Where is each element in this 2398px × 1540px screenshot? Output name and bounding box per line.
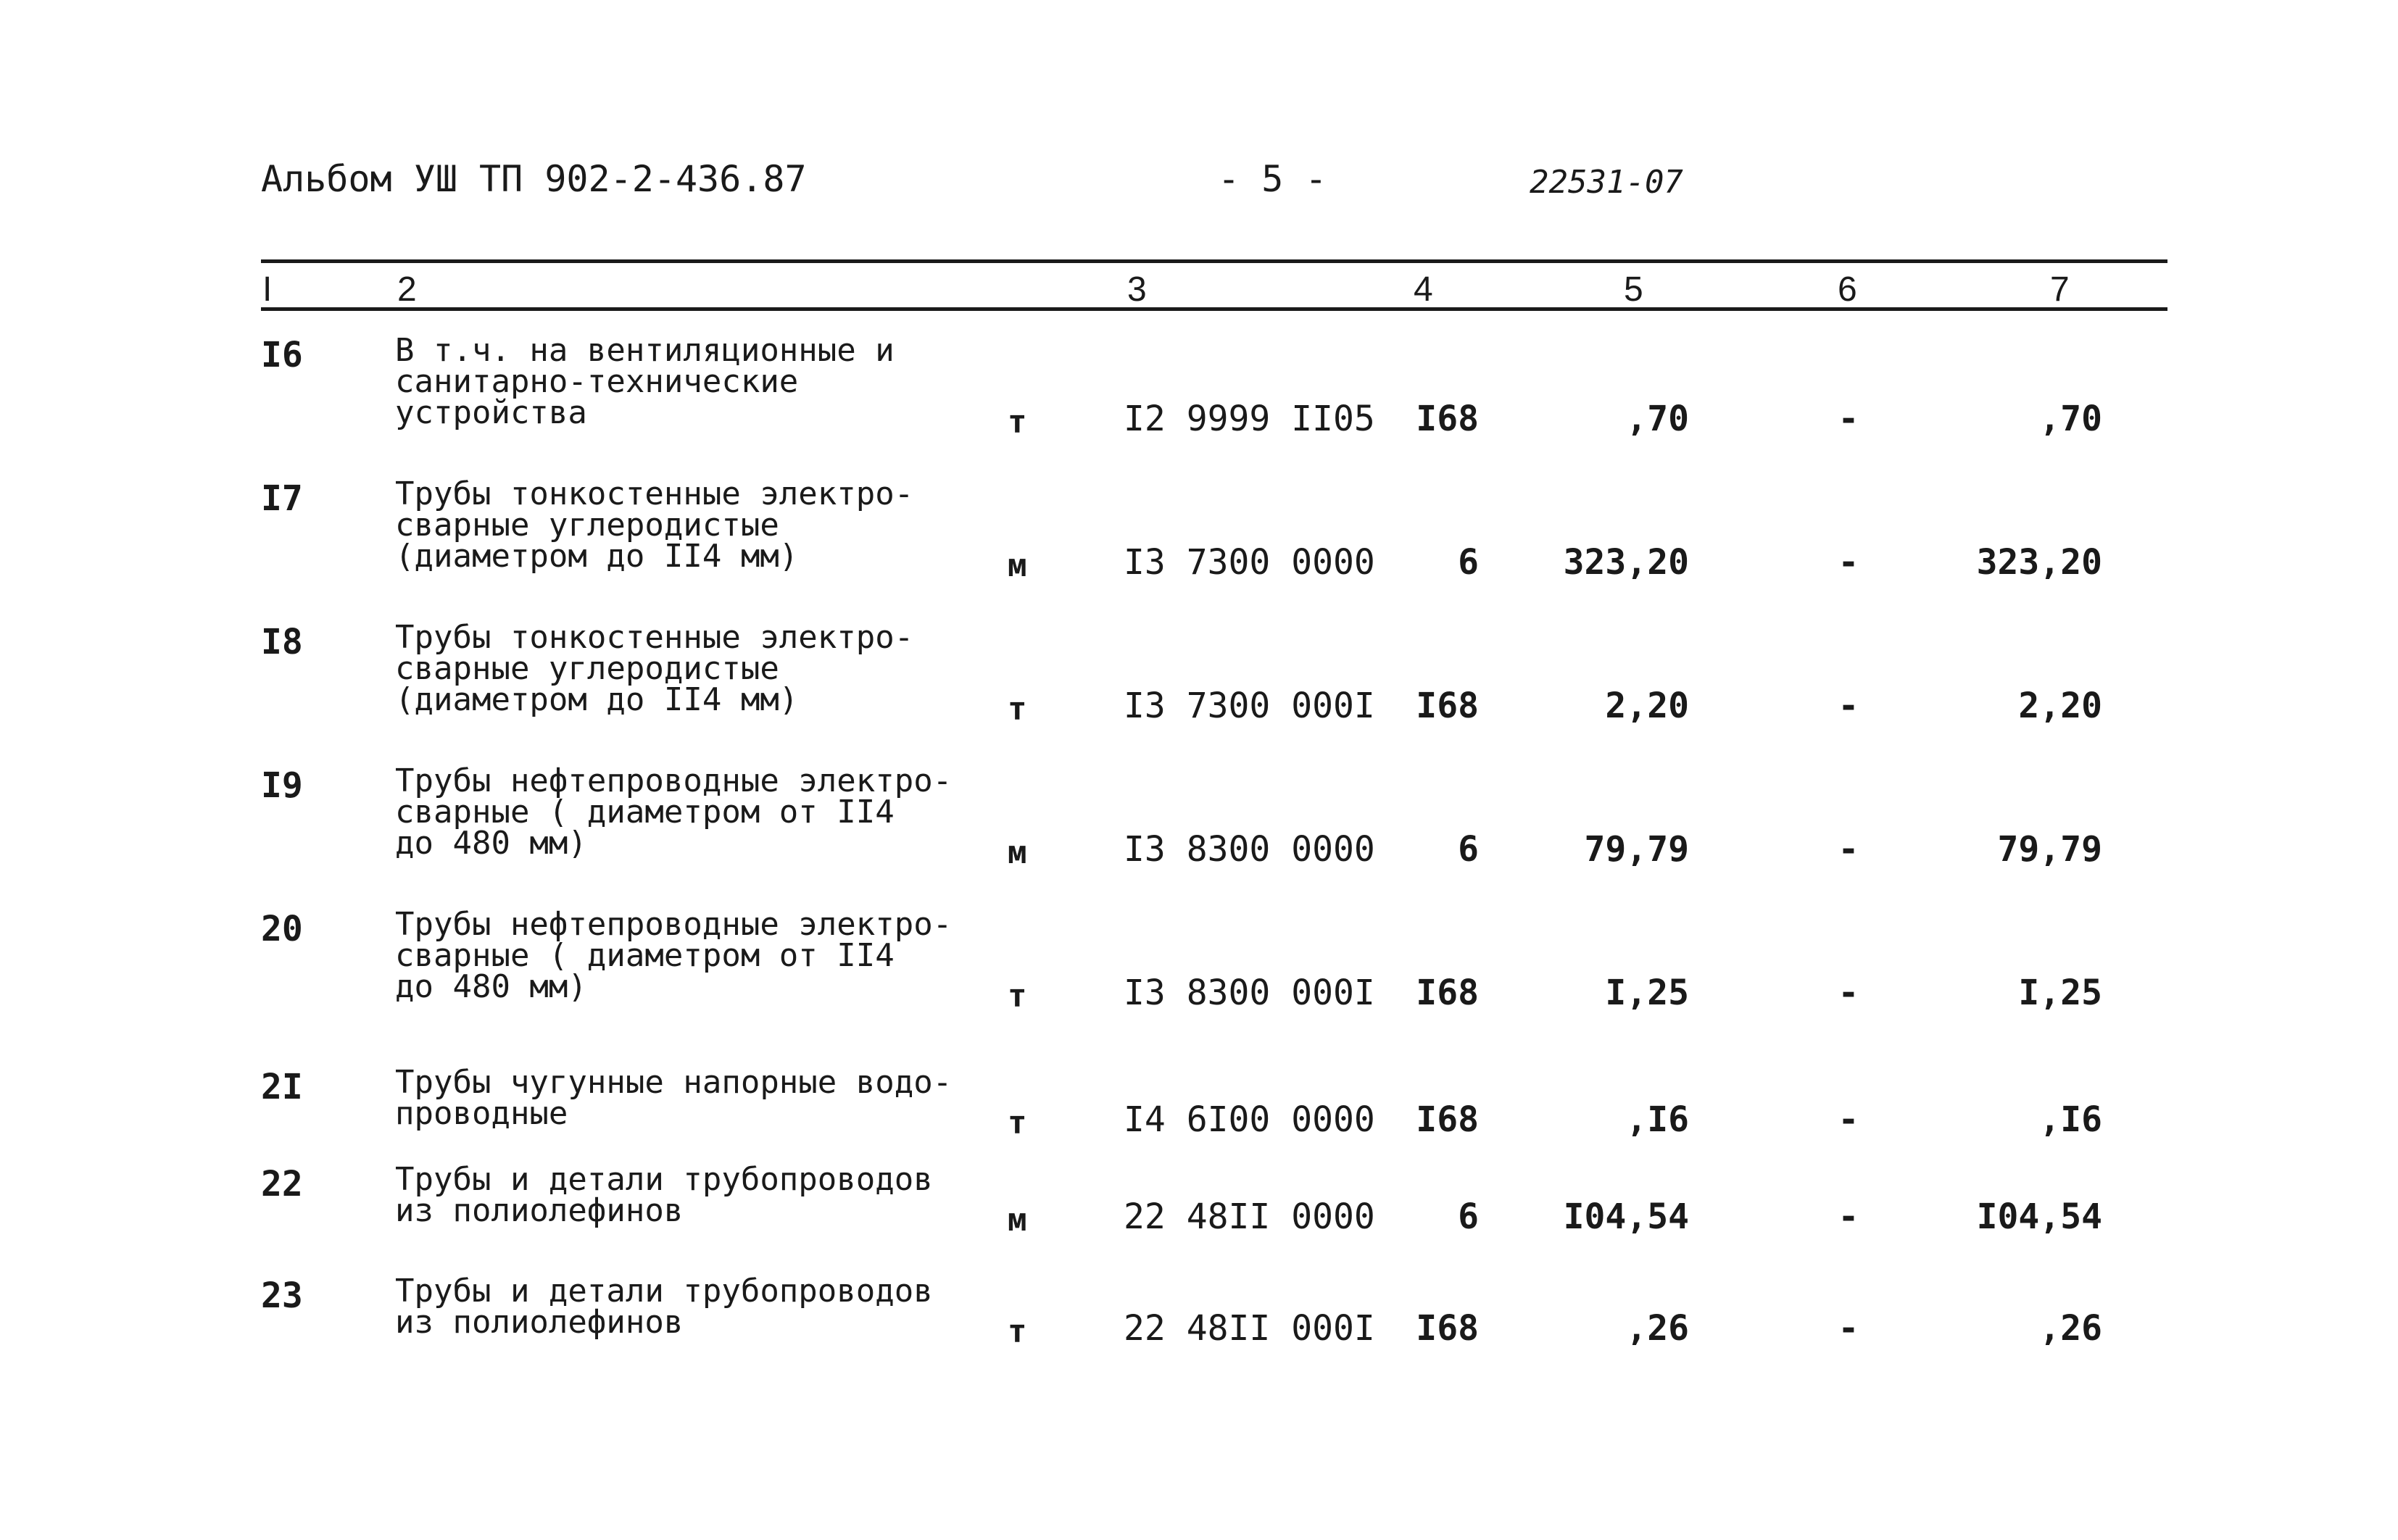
material-name: Трубы тонкостенные электро- сварные углеродистые (диаметром до II4 мм) [395, 475, 914, 575]
unit: т [1008, 404, 1027, 441]
column-number-5: 5 [1624, 270, 1643, 309]
row-number: I6 [261, 335, 303, 375]
column-6-value: - [1838, 542, 1859, 583]
column-5-value: ,I6 [1626, 1099, 1689, 1140]
column-6-value: - [1838, 1308, 1859, 1349]
column-number-2: 2 [397, 270, 417, 309]
column-4-value: 6 [1458, 829, 1479, 870]
table-top-rule [261, 259, 2167, 263]
unit: т [1008, 691, 1027, 728]
product-code: 22 48II 000I [1124, 1308, 1375, 1349]
material-name: Трубы нефтепроводные электро- сварные ( диаметром от II4 до 480 мм) [395, 906, 953, 1005]
column-4-value: I68 [1416, 686, 1479, 726]
column-6-value: - [1838, 399, 1859, 439]
table-header-rule [261, 307, 2167, 311]
unit: т [1008, 1313, 1027, 1350]
column-7-value: I,25 [2018, 973, 2102, 1013]
material-name: В т.ч. на вентиляционные и санитарно-технические устройства [395, 332, 895, 431]
column-4-value: I68 [1416, 973, 1479, 1013]
album-reference: Альбом УШ ТП 902-2-436.87 [261, 158, 807, 200]
unit: т [1008, 978, 1027, 1015]
column-5-value: 79,79 [1584, 829, 1689, 870]
row-number: 20 [261, 909, 303, 949]
product-code: I3 8300 0000 [1124, 829, 1375, 870]
product-code: I4 6I00 0000 [1124, 1099, 1375, 1140]
column-6-value: - [1838, 686, 1859, 726]
column-5-value: I04,54 [1563, 1196, 1689, 1237]
column-6-value: - [1838, 1099, 1859, 1140]
column-number-1: I [262, 270, 273, 309]
column-number-7: 7 [2050, 270, 2070, 309]
column-7-value: ,26 [2039, 1308, 2102, 1349]
column-4-value: 6 [1458, 1196, 1479, 1237]
material-name: Трубы и детали трубопроводов из полиолефинов [395, 1161, 933, 1229]
material-name: Трубы и детали трубопроводов из полиолефинов [395, 1273, 933, 1341]
row-number: I7 [261, 478, 303, 519]
product-code: I3 7300 000I [1124, 686, 1375, 726]
page-number: - 5 - [1218, 158, 1327, 200]
column-number-3: 3 [1127, 270, 1147, 309]
column-7-value: ,I6 [2039, 1099, 2102, 1140]
column-4-value: I68 [1416, 1308, 1479, 1349]
unit: т [1008, 1104, 1027, 1141]
row-number: I9 [261, 765, 303, 806]
unit: м [1008, 1202, 1027, 1239]
row-number: 2I [261, 1067, 303, 1107]
column-5-value: ,26 [1626, 1308, 1689, 1349]
column-5-value: ,70 [1626, 399, 1689, 439]
row-number: I8 [261, 622, 303, 662]
material-name: Трубы чугунные напорные водо- проводные [395, 1064, 953, 1132]
column-number-4: 4 [1414, 270, 1433, 309]
material-name: Трубы тонкостенные электро- сварные углеродистые (диаметром до II4 мм) [395, 619, 914, 718]
column-5-value: 323,20 [1563, 542, 1689, 583]
unit: м [1008, 547, 1027, 584]
column-6-value: - [1838, 973, 1859, 1013]
column-number-6: 6 [1838, 270, 1857, 309]
product-code: I3 7300 0000 [1124, 542, 1375, 583]
row-number: 23 [261, 1275, 303, 1316]
product-code: I2 9999 II05 [1124, 399, 1375, 439]
column-5-value: I,25 [1605, 973, 1689, 1013]
column-4-value: I68 [1416, 399, 1479, 439]
column-5-value: 2,20 [1605, 686, 1689, 726]
document-code: 22531-07 [1530, 164, 1683, 201]
column-7-value: I04,54 [1976, 1196, 2102, 1237]
unit: м [1008, 834, 1027, 871]
column-7-value: 79,79 [1997, 829, 2102, 870]
column-4-value: I68 [1416, 1099, 1479, 1140]
product-code: 22 48II 0000 [1124, 1196, 1375, 1237]
column-7-value: 2,20 [2018, 686, 2102, 726]
material-name: Трубы нефтепроводные электро- сварные ( диаметром от II4 до 480 мм) [395, 762, 953, 862]
column-6-value: - [1838, 829, 1859, 870]
column-4-value: 6 [1458, 542, 1479, 583]
row-number: 22 [261, 1164, 303, 1204]
column-7-value: ,70 [2039, 399, 2102, 439]
column-6-value: - [1838, 1196, 1859, 1237]
product-code: I3 8300 000I [1124, 973, 1375, 1013]
column-7-value: 323,20 [1976, 542, 2102, 583]
